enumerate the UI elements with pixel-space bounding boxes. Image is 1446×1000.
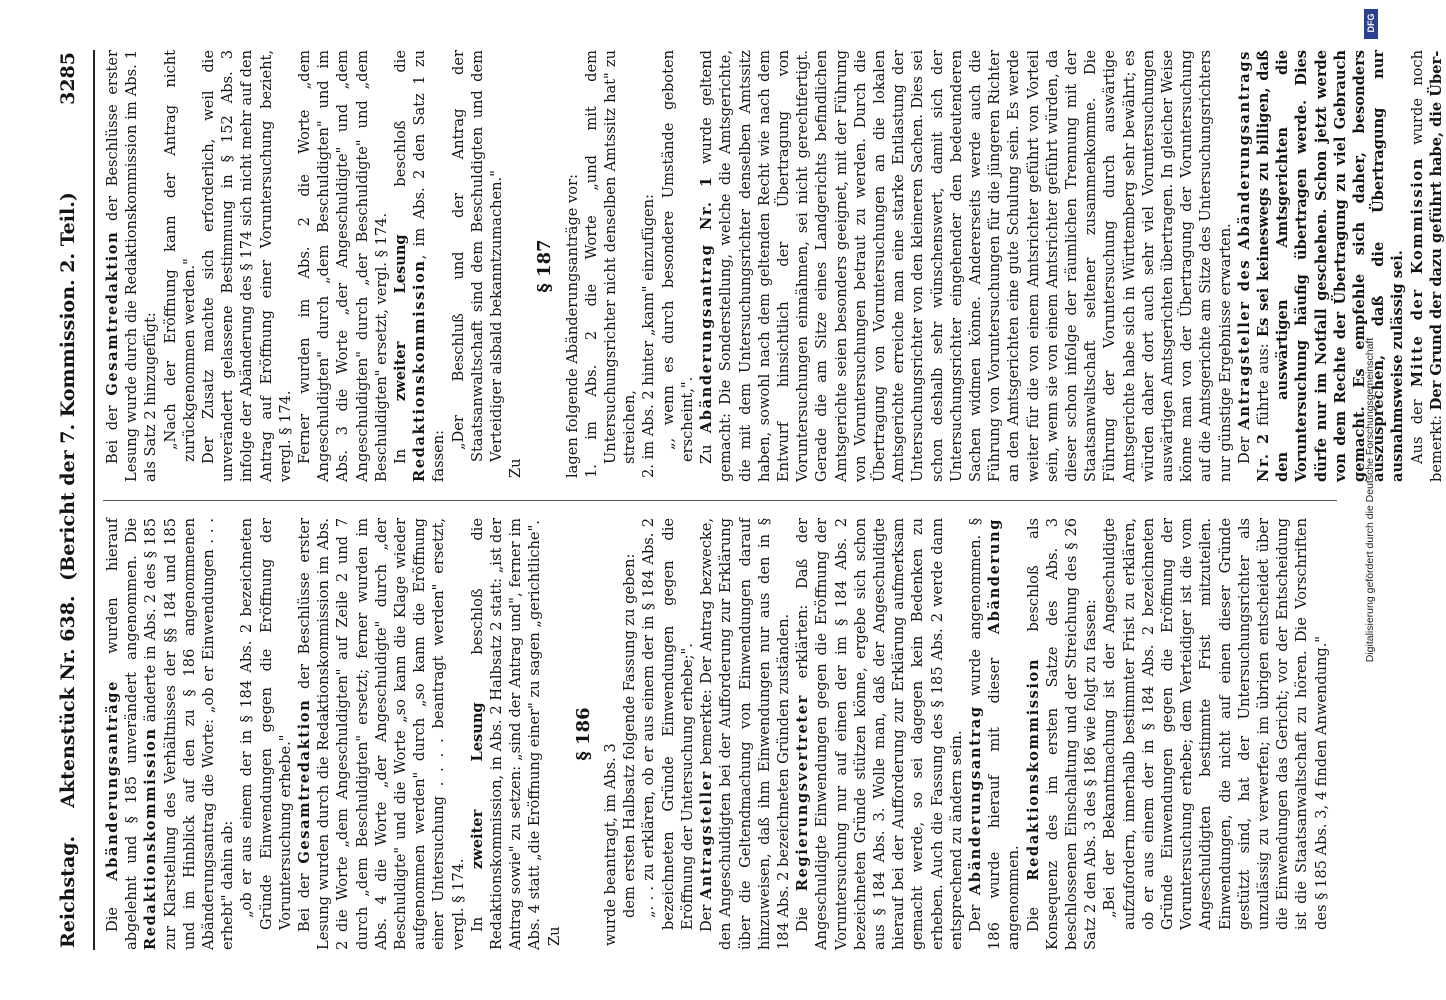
paragraph: Der Abänderungsantrag wurde angenommen. § 186 wurde hierauf mit dieser Abänderung angenommen.	[966, 518, 1022, 950]
paragraph: wurde beantragt, im Abs. 3	[601, 743, 619, 946]
paragraph: Bei der Gesamtredaktion der Beschlüsse erster Lesung wurde durch die Redaktionskommission im Abs. 1 als Satz 2 hinzugefügt:	[103, 50, 159, 482]
quote: „Der Beschluß und der Antrag der Staatsanwaltschaft sind dem Beschuldigten und dem Verteidiger alsbald bekanntzumachen."	[449, 50, 505, 462]
header-reichstag: Reichstag.	[56, 835, 79, 948]
paragraph: Die Redaktionskommission beschloß als Konsequenz des im ersten Satze des Abs. 3 beschlossenen Einschaltung und der Streichung des § 26 Satz 2 den Abs. 3 des § 186 wie folgt zu fassen:	[1024, 518, 1099, 950]
zu-label: Zu	[506, 458, 524, 478]
paragraph: Der Antragsteller des Abänderungsantrags Nr. 2 führte aus: Es sei keineswegs zu billigen, daß den auswärtigen Amtsgerichten die Voruntersuchung häufig übertragen werde. Dies dürfe nur im Notfall geschehen. Schon jetzt werde von dem Rechte der Übertragung zu viel Gebrauch gemacht. Es empfehle sich daher, besonders auszusprechen, daß die Übertragung nur ausnahmsweise zulässig sei.	[1235, 50, 1406, 482]
list-item: 1. im Abs. 2 die Worte „und mit dem Untersuchungsrichter nicht denselben Amtssitz hat" zu streichen,	[582, 50, 638, 478]
right-column	[103, 50, 1445, 482]
section-heading-186: § 186	[572, 707, 594, 761]
paragraph: Bei der Gesamtredaktion der Beschlüsse erster Lesung wurden durch die Redaktionskommission im Abs. 2 die Worte „dem Angeschuldigten" auf Zeile 2 und 7 durch „dem Beschuldigten" ersetzt; ferner wurden im Abs. 4 die Worte „der Angeschuldigte" durch „der Beschuldigte" und die Worte „so kann die Klage wieder aufgenommen werden" durch „so kann die Eröffnung einer Untersuchung . . . . beantragt werden" ersetzt, vergl. § 174.	[295, 518, 467, 950]
left-column	[103, 518, 1337, 950]
quote: „ob er aus einem der in § 184 Abs. 2 bezeichneten Gründe Einwendungen gegen die Eröffnung der Voruntersuchung erhebe."	[237, 518, 294, 930]
quote: „Bei der Bekanntmachung ist der Angeschuldigte aufzufordern, innerhalb bestimmter Frist zu erklären, ob er aus einem der in § 184 Abs. 2 bezeichneten Gründe Einwendungen gegen die Eröffnung der Voruntersuchung erhebe; dem Verteidiger ist die vom Angeschuldigten bestimmte Frist mitzuteilen. Einwendungen, die nicht auf einen dieser Gründe gestützt sind, hat der Untersuchungsrichter als unzulässig zu verwerfen; im übrigen entscheidet über die Einwendungen das Gericht; vor der Entscheidung ist die Staatsanwaltschaft zu hören. Die Vorschriften des § 185 Abs. 3, 4 finden Anwendung."	[1100, 518, 1330, 930]
paragraph: In zweiter Lesung beschloß die Redaktionskommission, in Abs. 2 Halbsatz 2 statt: „ist der Antrag sowie" zu setzen: „sind der Antrag und", ferner im Abs. 4 statt „die Eröffnung einer" zu sagen „gerichtliche".	[468, 518, 543, 950]
section-heading-187: § 187	[533, 239, 555, 293]
digitization-note: Digitalisierung gefördert durch die Deutsche Forschungsgemeinschaft	[1364, 337, 1376, 663]
paragraph: In zweiter Lesung beschloß die Redaktionskommission, im Abs. 2 den Satz 1 zu fassen:	[391, 50, 447, 482]
paragraph: Die Abänderungsanträge wurden hierauf abgelehnt und § 185 unverändert angenommen. Die Redaktionskommission änderte in Abs. 2 des § 185 zur Klarstellung des Verhältnisses der §§ 184 und 185 und im Hinblick auf den zu § 186 angenommenen Abänderungsantrag die Worte: „ob er Einwendungen . . . erhebt" dahin ab:	[103, 518, 236, 950]
quote: „, wenn es durch besondere Umstände geboten erscheint,".	[659, 50, 696, 462]
paragraph: Die Regierungsvertreter erklärten: Daß der Angeschuldigte Einwendungen gegen die Eröffnung der Voruntersuchung nur auf einen der im § 184 Abs. 2 bezeichneten Gründe stützen könne, ergebe sich schon aus § 184 Abs. 3. Wolle man, daß der Angeschuldigte hierauf bei der Aufforderung zur Erklärung aufmerksam gemacht werde, so sei dagegen kein Bedenken zu erheben. Auch die Fassung des § 185 Abs. 2 werde dann entsprechend zu ändern sein.	[793, 518, 965, 950]
quote: „. . . zu erklären, ob er aus einem der in § 184 Abs. 2 bezeichneten Gründe Einwendungen gegen die Eröffnung der Untersuchung erhebe;".	[639, 518, 696, 930]
paragraph: dem ersten Halbsatz folgende Fassung zu geben:	[620, 553, 638, 918]
page-number: 3285	[56, 52, 79, 105]
paragraph: Aus der Mitte der Kommission wurde noch bemerkt: Der Grund der dazu geführt habe, die Über-	[1408, 50, 1445, 482]
paragraph: lagen folgende Abänderungsanträge vor:	[563, 174, 581, 478]
column-divider	[103, 500, 1337, 501]
page-header	[47, 50, 95, 950]
dfg-logo: DFG	[1364, 9, 1378, 39]
paragraph: Der Zusatz machte sich erforderlich, weil die unverändert gelassene Bestimmung in § 152 Abs. 3 infolge der Abänderung des § 174 sich nicht mehr auf den Antrag auf Eröffnung einer Voruntersuchung bezieht, vergl. § 174.	[199, 50, 294, 482]
quote: „Nach der Eröffnung kann der Antrag nicht zurückgenommen werden."	[161, 50, 198, 462]
zu-label: Zu	[545, 926, 563, 946]
paragraph: Ferner wurden im Abs. 2 die Worte „dem Angeschuldigten" durch „dem Beschuldigten" und im Abs. 3 die Worte „der Angeschuldigte" und „dem Angeschuldigten" durch „der Beschuldigte" und „dem Beschuldigten" ersetzt, vergl. § 174.	[295, 50, 390, 482]
header-title	[57, 50, 79, 950]
header-aktenstueck: Aktenstück Nr. 638.	[56, 595, 79, 808]
paragraph: Zu Abänderungsantrag Nr. 1 wurde geltend gemacht: Die Sonderstellung, welche die Amtsgerichte, die mit dem Untersuchungsrichter denselben Amtssitz haben, sowohl nach dem geltenden Recht wie nach dem Entwurf hinsichtlich der Übertragung von Voruntersuchungen einnähmen, sei nicht gerechtfertigt. Gerade die am Sitze eines Landgerichts befindlichen Amtsgerichte seien besonders geeignet, mit der Führung von Voruntersuchungen betraut zu werden. Durch die Übertragung von Voruntersuchungen an die lokalen Amtsgerichte erreiche man eine starke Entlastung der Untersuchungsrichter von den kleineren Sachen. Dies sei schon deshalb sehr wünschenswert, damit sich der Untersuchungsrichter eingehender den bedeutenderen Sachen widmen könne. Andererseits werde auch die Führung von Voruntersuchungen für die jüngeren Richter an den Amtsgerichten eine gute Schulung sein. Es werde weiter für die von einem Amtsrichter geführt von Vorteil sein, wenn sie von einem Amtsrichter geführt würden, da dieser schon infolge der räumlichen Trennung mit der Staatsanwaltschaft seltener zusammenkomme. Die Führung der Voruntersuchung durch auswärtige Amtsgerichte habe sich in Württemberg sehr bewährt; es würden daher dort auch sehr viel Voruntersuchungen auswärtigen Amtsgerichten übertragen. In gleicher Weise könne man von der Übertragung der Voruntersuchung auf die Amtsgerichte am Sitze des Untersuchungsrichters nur günstige Ergebnisse erwarten.	[697, 50, 1234, 482]
list-item: 2. im Abs. 2 hinter „kann" einzufügen:	[639, 193, 657, 478]
header-bericht: (Bericht der 7. Kommission. 2. Teil.)	[56, 192, 79, 581]
paragraph: Der Antragsteller bemerkte: Der Antrag bezwecke, den Angeschuldigten bei der Aufforderung zur Erklärung über die Geltendmachung von Einwendungen darauf hinzuweisen, daß ihm Einwendungen nur aus den in § 184 Abs. 2 bezeichneten Gründen zuständen.	[697, 518, 792, 950]
